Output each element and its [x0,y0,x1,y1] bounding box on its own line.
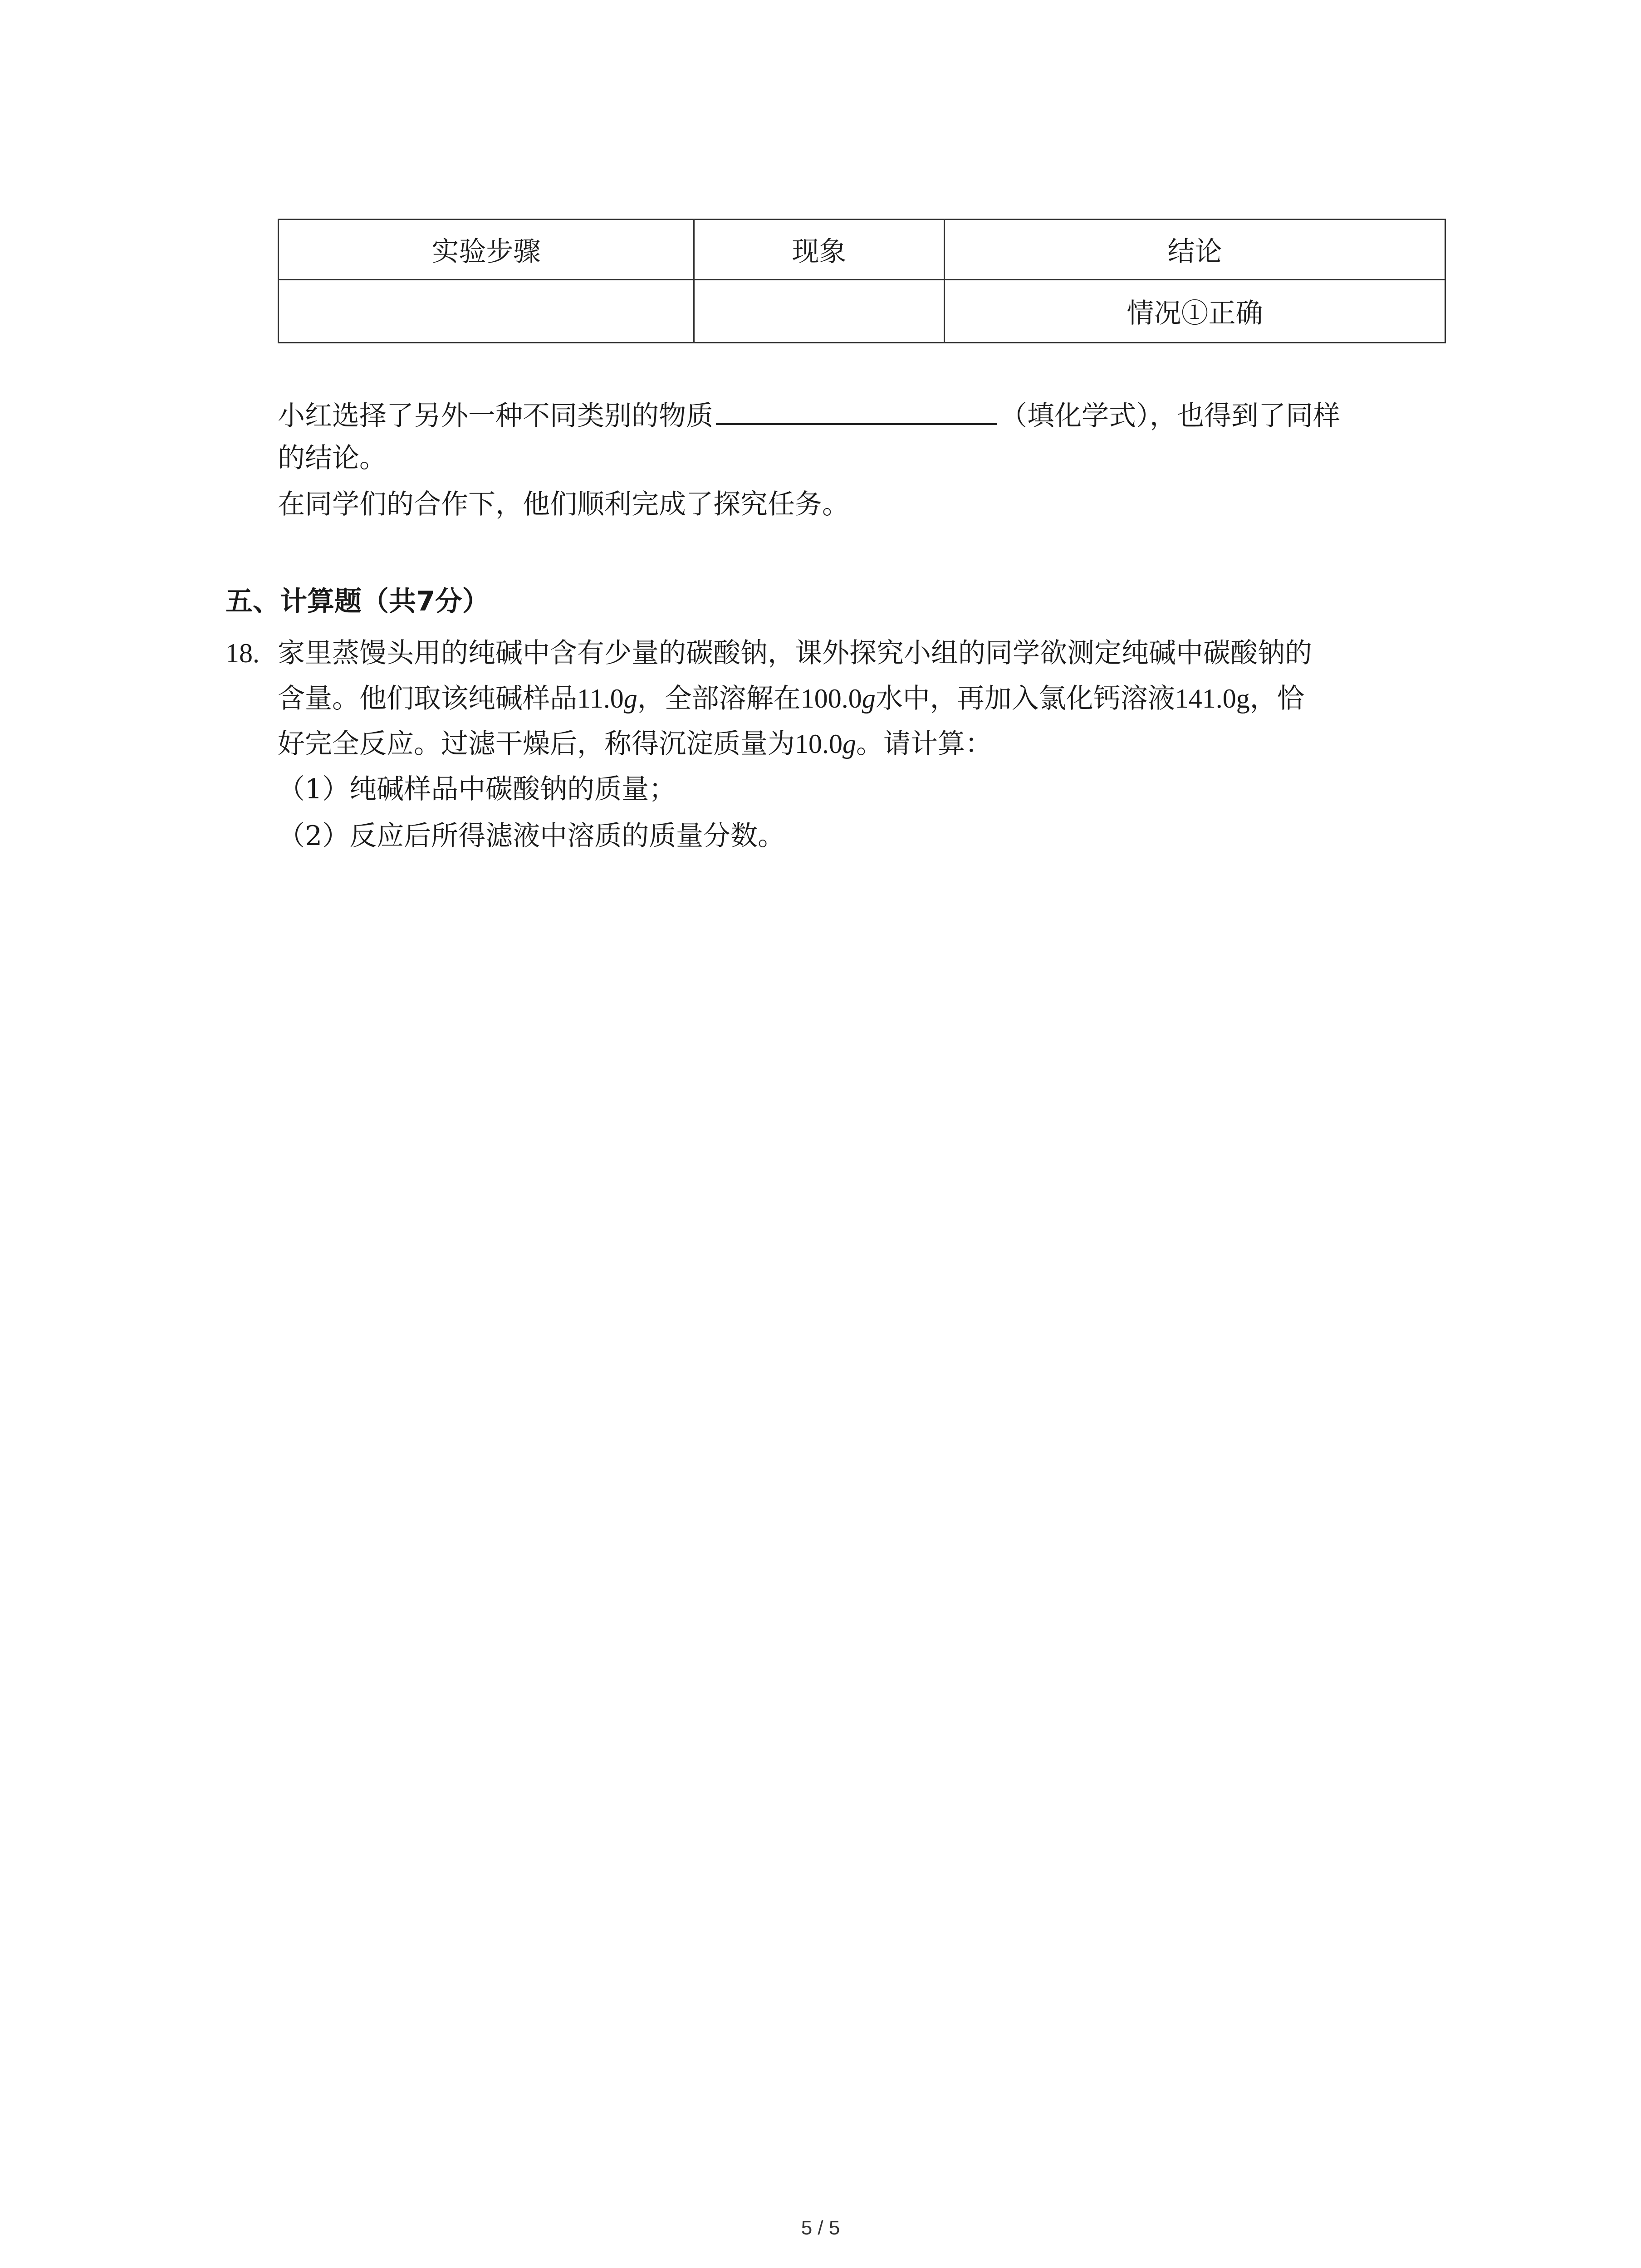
paragraph-line-1 [278,396,1340,434]
question-line-1: 家里蒸馒头用的纯碱中含有少量的碳酸钠，课外探究小组的同学欲测定纯碱中碳酸钠的 [278,637,1312,669]
cell-conclusion: 情况①正确 [945,280,1445,343]
text-fragment: 。请计算： [856,728,992,760]
unit: g [862,684,876,714]
sub-question-2: （2）反应后所得滤液中溶质的质量分数。 [278,820,785,852]
text-fragment: ，全部溶解在 [637,683,801,714]
header-phenomenon: 现象 [694,220,945,280]
sub-question-1: （1）纯碱样品中碳酸钠的质量； [278,773,676,805]
answer-blank-formula[interactable] [716,396,997,425]
page-number: 5 / 5 [801,2217,840,2239]
text-fragment: 含量。他们取该纯碱样品 [278,683,577,714]
text-fragment: ，恰 [1249,683,1304,714]
mass-value: 141.0g [1175,684,1250,714]
mass-value: 10.0 [795,729,843,759]
text-fragment: 好完全反应。过滤干燥后，称得沉淀质量为 [278,728,795,760]
unit: g [843,729,856,759]
text-fragment: 小红选择了另外一种不同类别的物质 [278,400,713,432]
section-title: 五、计算题（共7分） [225,586,490,617]
question-line-3 [278,726,992,762]
text-fragment: 水中，再加入氯化钙溶液 [875,683,1175,714]
mass-value: 100.0 [800,684,862,714]
cell-steps[interactable] [279,280,694,343]
paragraph-line-3: 在同学们的合作下，他们顺利完成了探究任务。 [278,489,849,520]
header-conclusion: 结论 [945,220,1445,280]
mass-value: 11.0 [577,684,624,714]
experiment-table [278,219,1446,343]
question-line-2 [278,680,1304,717]
unit: g [623,684,637,714]
cell-phenomenon[interactable] [694,280,945,343]
text-fragment: （填化学式），也得到了同样 [1000,400,1340,432]
table-header-row [279,220,1445,280]
header-steps: 实验步骤 [279,220,694,280]
table-row [279,280,1445,343]
question-number: 18. [225,638,260,668]
paragraph-line-2: 的结论。 [278,442,387,474]
